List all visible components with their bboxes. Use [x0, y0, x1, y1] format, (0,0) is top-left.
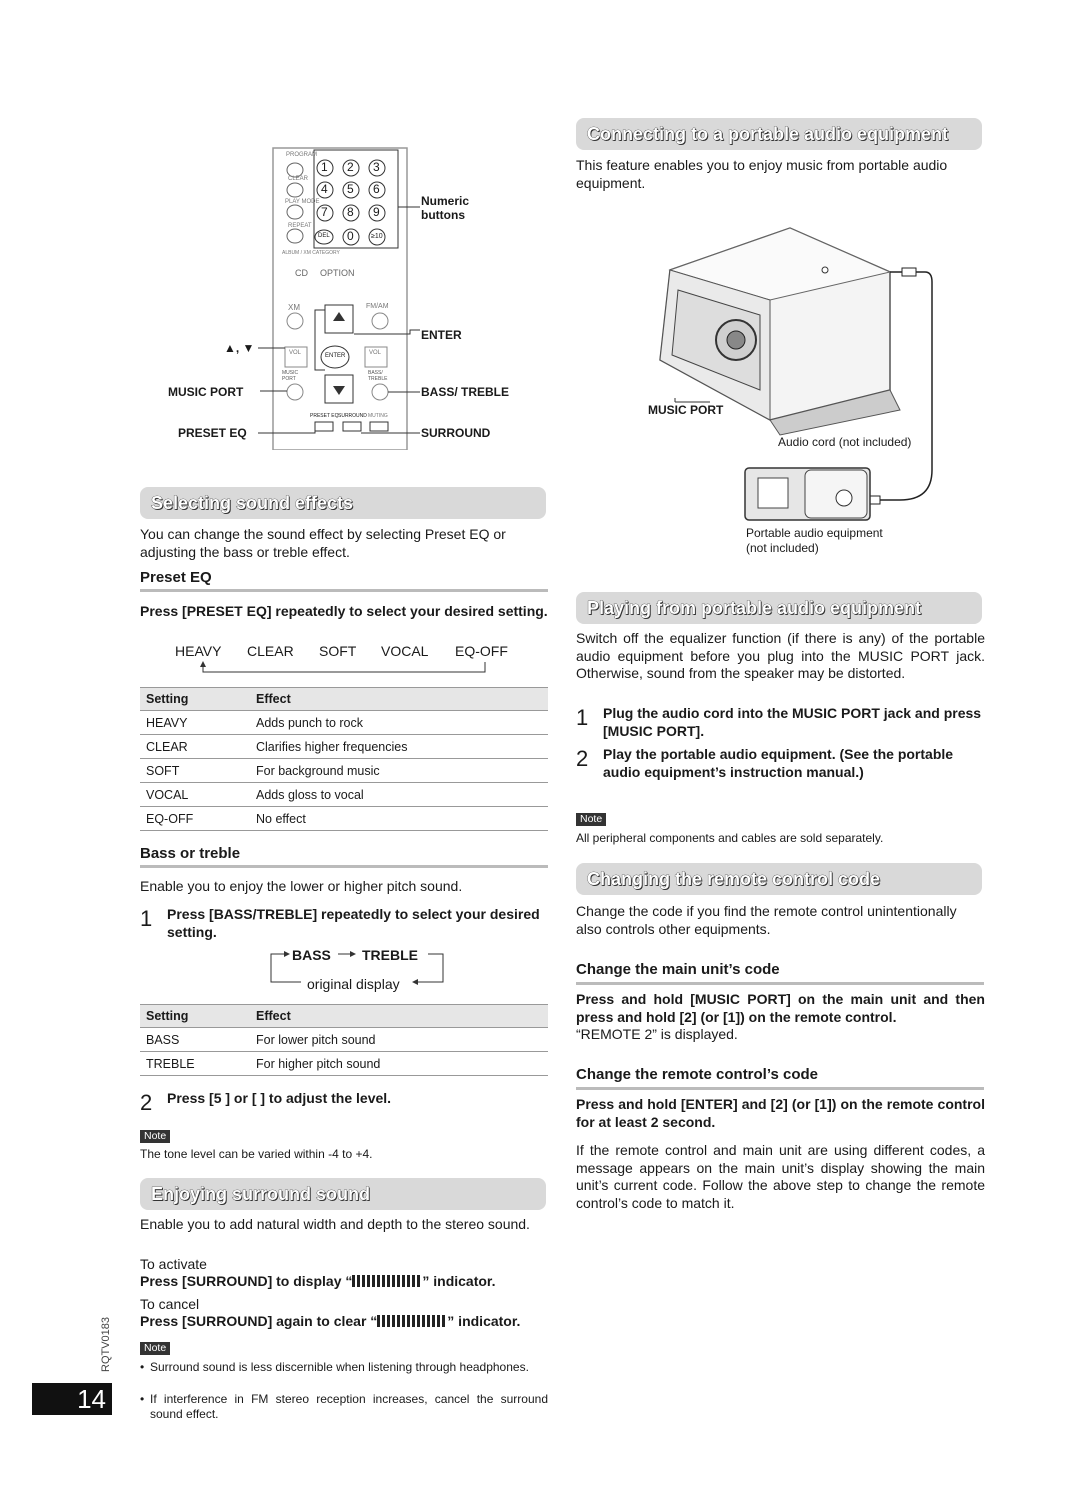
- play-mode-key-label: PLAY MODE: [285, 199, 320, 205]
- remote-diagram: [140, 140, 550, 450]
- surround-label: SURROUND: [421, 426, 491, 440]
- remote-illustration: [140, 140, 550, 450]
- table-cell: Clarifies higher frequencies: [250, 735, 548, 759]
- table-cell: For background music: [250, 759, 548, 783]
- digit-1: 1: [321, 160, 328, 174]
- bass-step-2-number: 2: [140, 1090, 153, 1115]
- seq-eq-off: EQ-OFF: [455, 643, 508, 659]
- to-activate-label: To activate: [140, 1256, 207, 1272]
- surround-indicator-icon: [377, 1315, 447, 1327]
- table-header-row: [140, 1005, 548, 1028]
- music-key-label: MUSIC PORT: [282, 370, 299, 382]
- table-cell: HEAVY: [140, 711, 250, 735]
- playing-step-2-text: Play the portable audio equipment. (See the portable audio equipment’s instruction manual.): [603, 746, 954, 780]
- surround-key-label: SURROUND: [338, 413, 367, 419]
- table-header-effect: Effect: [250, 688, 548, 711]
- table-row: [140, 1052, 548, 1076]
- bass-step-1-number: 1: [140, 906, 153, 931]
- bass-intro: Enable you to enjoy the lower or higher pitch sound.: [140, 878, 463, 894]
- peripheral-note: All peripheral components and cables are sold separately.: [576, 831, 884, 845]
- surround-note-2: • If interference in FM stereo reception increases, cancel the surround sound effect.: [140, 1392, 548, 1421]
- vol-minus-key-label: VOL: [289, 350, 302, 356]
- table-cell: BASS: [140, 1028, 250, 1052]
- preset-key-label: PRESET EQ: [310, 413, 339, 419]
- sequence-loop-arrow: [195, 660, 495, 676]
- program-key-label: PROGRAM: [286, 152, 318, 158]
- table-cell: TREBLE: [140, 1052, 250, 1076]
- note-badge: Note: [140, 1342, 170, 1355]
- bass-step-2-text: Press [5 ] or [ ] to adjust the level.: [167, 1090, 392, 1106]
- table-header-effect: Effect: [250, 1005, 548, 1028]
- note-badge: Note: [140, 1130, 170, 1143]
- tone-level-note: The tone level can be varied within -4 to +4.: [140, 1147, 373, 1161]
- playing-step-2-number: 2: [576, 746, 589, 771]
- main-unit-code-heading: Change the main unit’s code: [576, 961, 984, 985]
- option-key-label: OPTION: [320, 268, 355, 278]
- seq-heavy: HEAVY: [175, 643, 222, 659]
- note-badge: Note: [576, 813, 606, 826]
- table-header-setting: Setting: [140, 688, 250, 711]
- table-cell: No effect: [250, 807, 548, 831]
- remote-code-subheading: Change the remote control’s code: [576, 1066, 984, 1090]
- portable-equipment-label: Portable audio equipment (not included): [746, 526, 883, 555]
- digit-3: 3: [373, 160, 380, 174]
- digit-4: 4: [321, 182, 328, 196]
- clear-key-label: CLEAR: [288, 176, 309, 182]
- table-cell: Adds gloss to vocal: [250, 783, 548, 807]
- seq-vocal: VOCAL: [381, 643, 429, 659]
- playing-step-1-text: Plug the audio cord into the MUSIC PORT jack and press [MUSIC PORT].: [603, 705, 982, 739]
- remote-code-heading: Changing the remote control code: [576, 863, 982, 895]
- page-number: 14: [32, 1383, 112, 1415]
- cycle-bass: BASS: [292, 947, 331, 963]
- selecting-intro: You can change the sound effect by selecting Preset EQ or adjusting the bass or treble effect.: [140, 526, 506, 560]
- vol-plus-key-label: VOL: [369, 350, 382, 356]
- cycle-original-display: original display: [307, 976, 400, 992]
- table-row: [140, 807, 548, 831]
- seq-clear: CLEAR: [247, 643, 294, 659]
- digit-2: 2: [347, 160, 354, 174]
- preset-eq-label: PRESET EQ: [178, 426, 247, 440]
- table-header-setting: Setting: [140, 1005, 250, 1028]
- digit-0: 0: [347, 229, 354, 243]
- table-cell: CLEAR: [140, 735, 250, 759]
- table-header-row: [140, 688, 548, 711]
- remote-code-intro: Change the code if you find the remote control unintentionally also controls other equipments.: [576, 903, 957, 937]
- music-port-label: MUSIC PORT: [168, 385, 244, 399]
- arrows-label: ▲, ▼: [224, 341, 255, 355]
- album-key-label: ALBUM / XM CATEGORY: [282, 250, 340, 256]
- bullet: •: [140, 1360, 145, 1374]
- table-cell: EQ-OFF: [140, 807, 250, 831]
- table-cell: For higher pitch sound: [250, 1052, 548, 1076]
- numeric-buttons-label: Numeric buttons: [421, 194, 470, 222]
- audio-cord-label: Audio cord (not included): [778, 435, 912, 449]
- activate-instruction: Press [SURROUND] to display “ ” indicator.: [140, 1273, 496, 1289]
- surround-intro: Enable you to add natural width and depth to the stereo sound.: [140, 1216, 530, 1232]
- preset-eq-table: [140, 687, 548, 831]
- surround-indicator-icon: [352, 1275, 422, 1287]
- connecting-intro: This feature enables you to enjoy music from portable audio equipment.: [576, 157, 948, 191]
- cancel-instruction: Press [SURROUND] again to clear “ ” indicator.: [140, 1313, 521, 1329]
- digit-9: 9: [373, 205, 380, 219]
- bullet: •: [140, 1392, 145, 1406]
- surround-note-1: • Surround sound is less discernible when listening through headphones.: [140, 1360, 529, 1374]
- digit-7: 7: [321, 205, 328, 219]
- preset-eq-instruction: Press [PRESET EQ] repeatedly to select your desired setting.: [140, 603, 548, 619]
- muting-key-label: MUTING: [368, 413, 388, 419]
- playing-intro: Switch off the equalizer function (if there is any) of the portable audio equipment before you plug into the MUSIC PORT jack. Otherwise, sound from the speaker may be distorted.: [576, 630, 985, 681]
- plus10-key-label: ≥10: [371, 233, 383, 240]
- music-port-jack-label: MUSIC PORT: [648, 403, 724, 417]
- selecting-sound-effects-heading: Selecting sound effects: [140, 487, 546, 519]
- xm-key-label: XM: [288, 303, 300, 312]
- bass-step-1-text: Press [BASS/TREBLE] repeatedly to select your desired setting.: [167, 906, 540, 940]
- digit-6: 6: [373, 182, 380, 196]
- cd-key-label: CD: [295, 268, 308, 278]
- digit-5: 5: [347, 182, 354, 196]
- seq-soft: SOFT: [319, 643, 357, 659]
- connection-illustration: [640, 220, 960, 530]
- table-cell: Adds punch to rock: [250, 711, 548, 735]
- table-row: [140, 735, 548, 759]
- enter-key-label: ENTER: [325, 353, 346, 359]
- playing-step-1-number: 1: [576, 705, 589, 730]
- table-cell: SOFT: [140, 759, 250, 783]
- table-row: [140, 1028, 548, 1052]
- bass-treble-table: [140, 1004, 548, 1076]
- enter-label: ENTER: [421, 328, 462, 342]
- table-row: [140, 711, 548, 735]
- cycle-treble: TREBLE: [362, 947, 418, 963]
- playing-heading: Playing from portable audio equipment: [576, 592, 982, 624]
- fmam-key-label: FM/AM: [366, 303, 389, 310]
- preset-eq-heading: Preset EQ: [140, 569, 548, 592]
- main-unit-code-instruction: Press and hold [MUSIC PORT] on the main unit and then press and hold [2] (or [1]) on the remote control.: [576, 991, 985, 1025]
- table-row: [140, 759, 548, 783]
- to-cancel-label: To cancel: [140, 1296, 200, 1312]
- table-cell: For lower pitch sound: [250, 1028, 548, 1052]
- del-key-label: DEL: [318, 233, 330, 239]
- remote-code-text: If the remote control and main unit are using different codes, a message appears on the main unit’s display showing the main unit’s current code. Follow the above step to change the remote control’s code to match it.: [576, 1142, 985, 1211]
- repeat-key-label: REPEAT: [288, 223, 312, 229]
- remote-code-instruction: Press and hold [ENTER] and [2] (or [1]) on the remote control for at least 2 second.: [576, 1096, 985, 1130]
- connecting-heading: Connecting to a portable audio equipment: [576, 118, 982, 150]
- bt-key-label: BASS/ TREBLE: [368, 370, 388, 382]
- bass-treble-label: BASS/ TREBLE: [421, 385, 510, 399]
- digit-8: 8: [347, 205, 354, 219]
- main-unit-code-result: “REMOTE 2” is displayed.: [576, 1026, 738, 1042]
- table-row: [140, 783, 548, 807]
- surround-heading: Enjoying surround sound: [140, 1178, 546, 1210]
- table-cell: VOCAL: [140, 783, 250, 807]
- bass-treble-heading: Bass or treble: [140, 845, 548, 868]
